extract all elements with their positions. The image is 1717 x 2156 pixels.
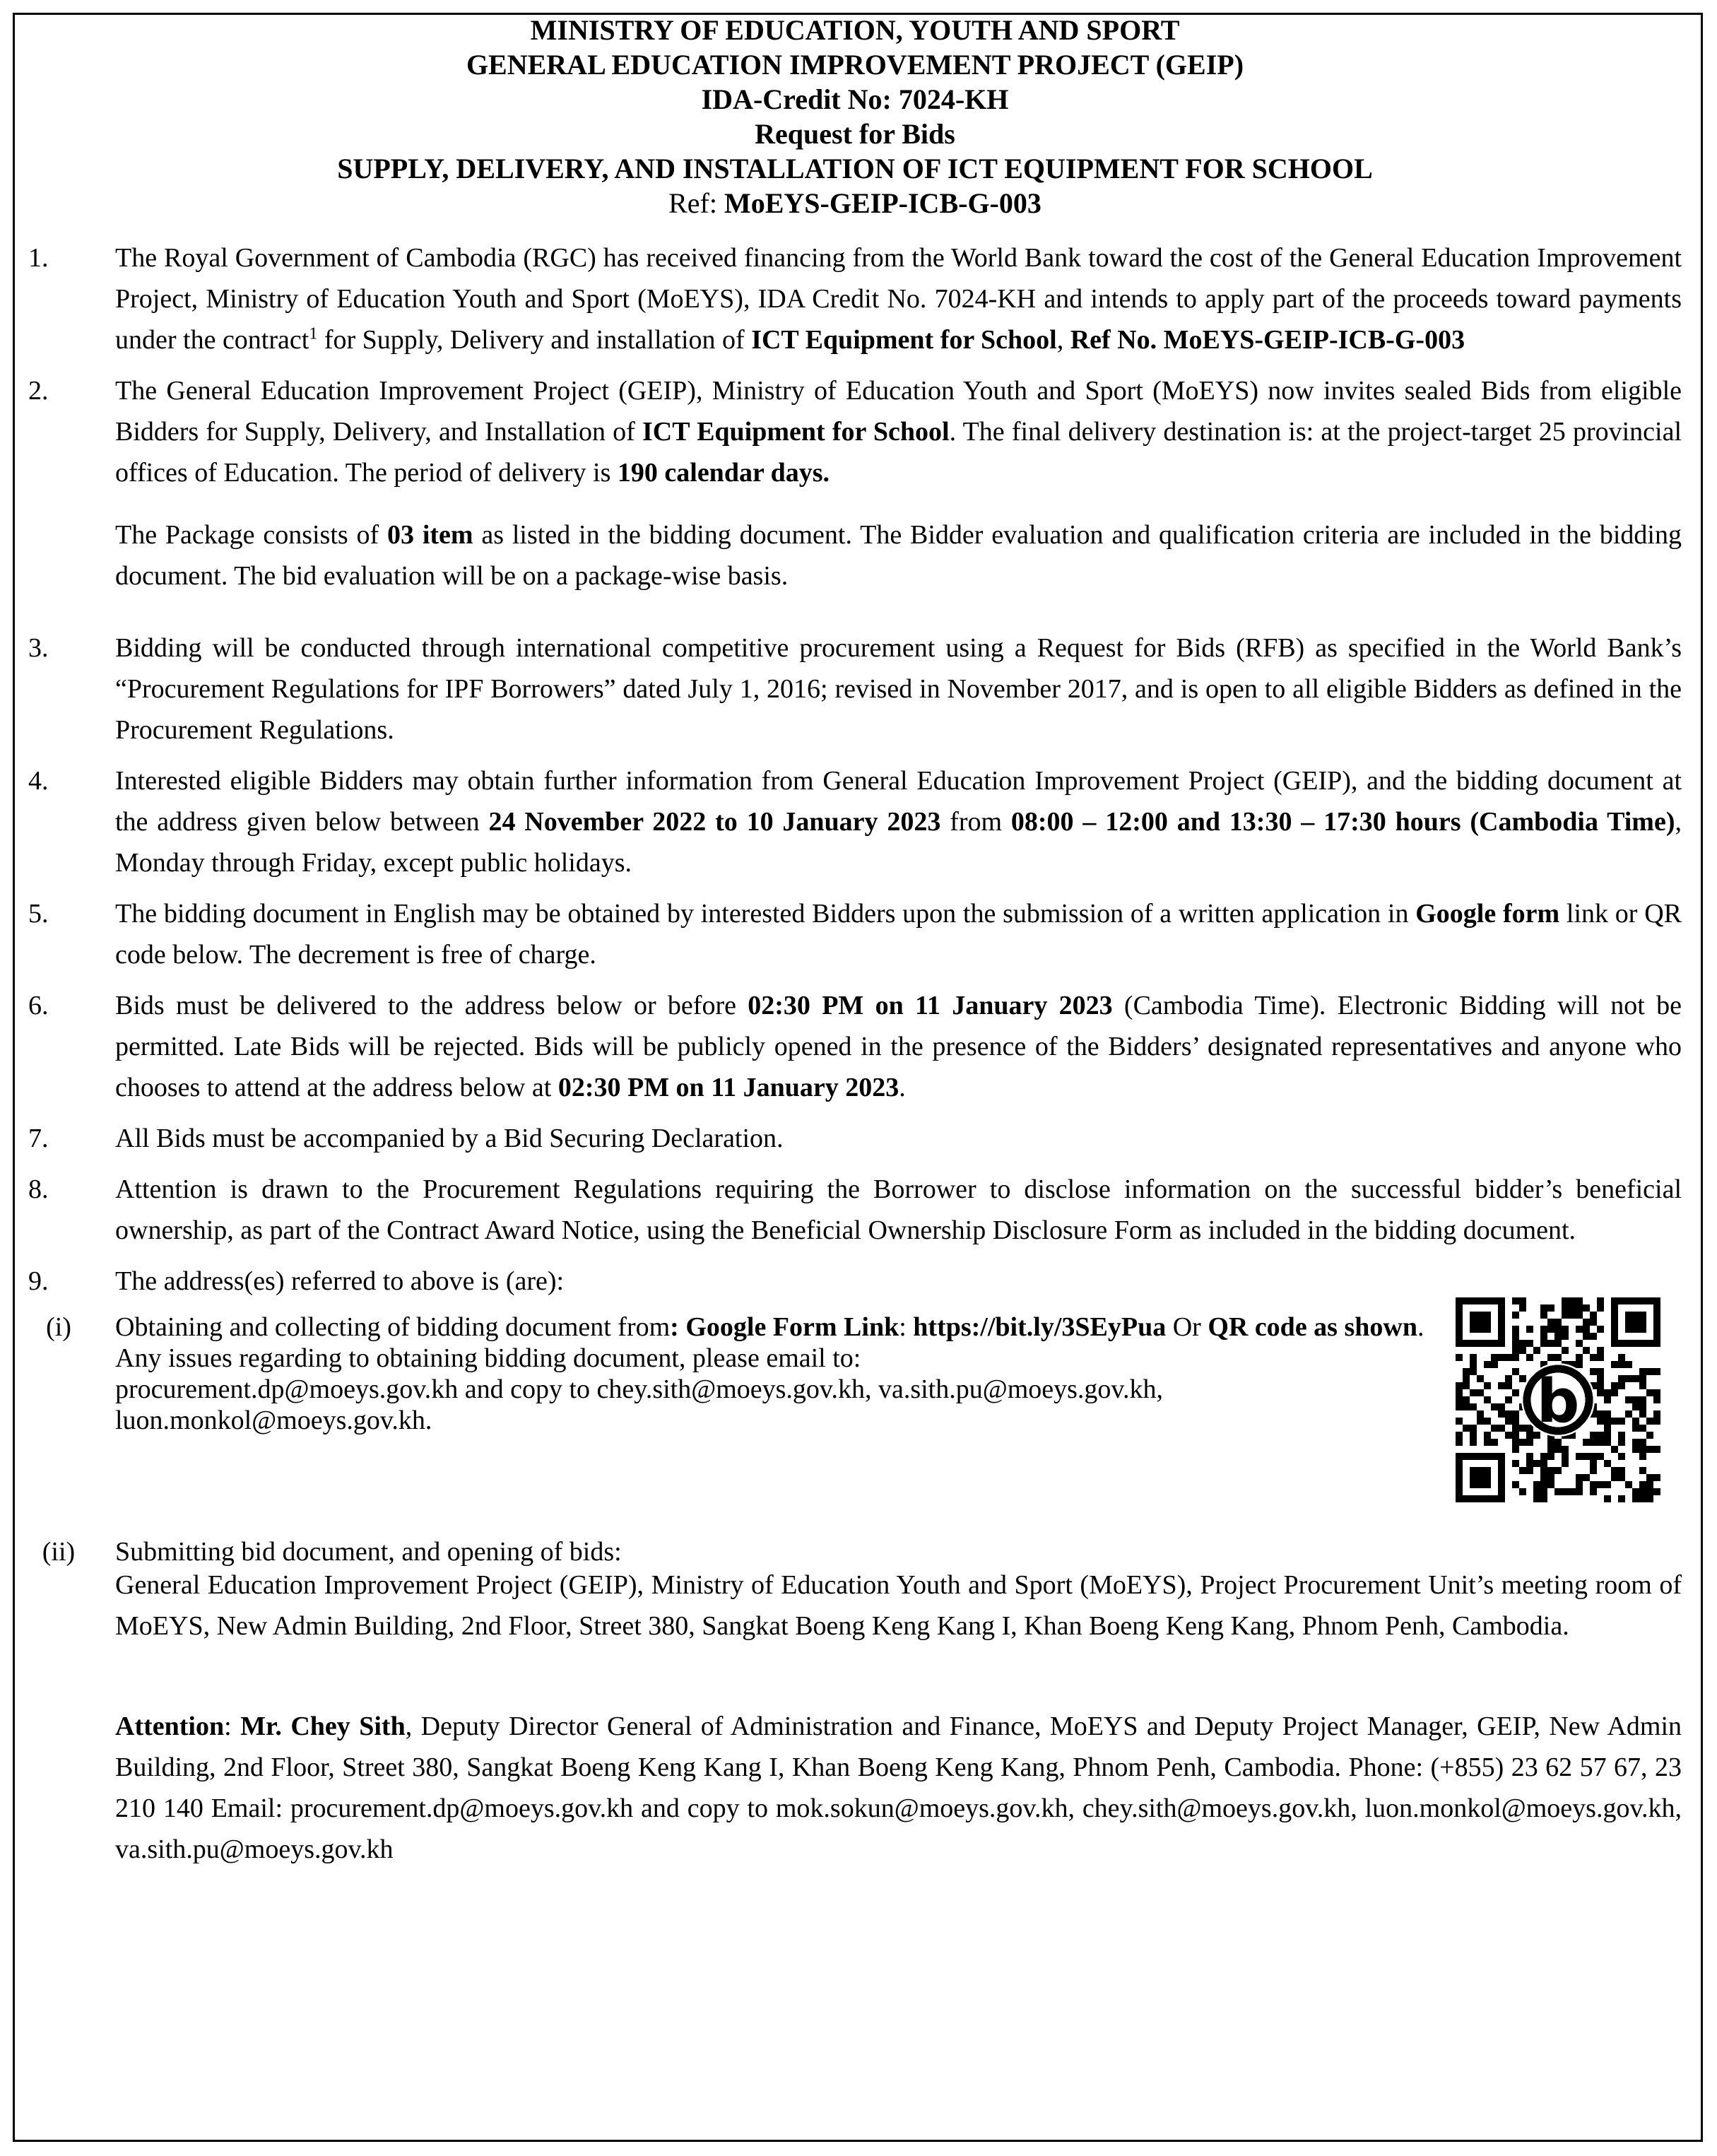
list-item [28,1261,1682,1302]
item-number: (ii) [42,1537,76,1567]
email-addresses: procurement.dp@moeys.gov.kh and copy to chey.sith@moeys.gov.kh, va.sith.pu@moeys.gov.kh, [115,1374,1163,1404]
item-text: The General Education Improvement Project (GEIP), Ministry of Education Youth and Sport (MoEYS) now invites sealed Bids from eligible Bidders for Supply, Delivery, and Installation of ICT Equipment for School. The final delivery destination is: at the project-target 25 provincial offices of Education. The period of delivery is 190 calendar days. The Package consists of 03 item as listed in the bidding document. The Bidder evaluation and qualification criteria are included in the bidding document. The bid evaluation will be on a package-wise basis. [115,376,1682,591]
google-form-link[interactable]: https://bit.ly/3SEyPua [913,1312,1167,1342]
item-text: Attention is drawn to the Procurement Regulations requiring the Borrower to disclose information on the successful bidder’s beneficial ownership, as part of the Contract Award Notice, using the Beneficial Ownership Disclosure Form as included in the bidding document. [115,1174,1682,1245]
reference-line: Ref: MoEYS-GEIP-ICB-G-003 [668,187,1042,219]
item-text: The Royal Government of Cambodia (RGC) has received financing from the World Bank toward the cost of the General Education Improvement Project, Ministry of Education Youth and Sport (MoEYS), IDA Credit No. 7024-KH and intends to apply part of the proceeds toward payments under the contract$^1$ for Supply, Delivery and installation of ICT Equipment for School, Ref No. MoEYS-GEIP-ICB-G-003 [115,243,1682,355]
item-text: The address(es) referred to above is (are): [115,1266,565,1296]
document-header [28,13,1682,220]
item-number: 6. [28,991,49,1020]
item-number: 8. [28,1174,49,1204]
item-number: 9. [28,1266,49,1296]
reference-number: MoEYS-GEIP-ICB-G-003 [724,187,1042,219]
contact-name: Mr. Chey Sith [240,1712,406,1741]
attention-text: Attention: Mr. Chey Sith, Deputy Director General of Administration and Finance, MoEYS and Deputy Project Manager, GEIP, New Admin Building, 2nd Floor, Street 380, Sangkat Boeng Keng Kang I, Khan Boeng Keng Kang, Phnom Penh, Cambodia. Phone: (+855) 23 62 57 67, 23 210 140 Email: procurement.dp@moeys.gov.kh and copy to mok.sokun@moeys.gov.kh, chey.sith@moeys.gov.kh, luon.monkol@moeys.gov.kh, va.sith.pu@moeys.gov.kh [115,1712,1682,1864]
ministry-title: MINISTRY OF EDUCATION, YOUTH AND SPORT [530,14,1180,46]
item-text: Bids must be delivered to the address below or before 02:30 PM on 11 January 2023 (Cambodia Time). Electronic Bidding will not be permitted. Late Bids will be rejected. Bids will be publicly opened in the presence of the Bidders’ designated representatives and anyone who chooses to attend at the address below at 02:30 PM on 11 January 2023. [115,991,1682,1102]
list-item [28,985,1682,1108]
list-item [28,237,1682,360]
item-number: 3. [28,633,49,663]
request-for-bids-title: Request for Bids [755,118,955,150]
list-item [28,760,1682,883]
address-item-i [28,1297,1682,1502]
item-number: 1. [28,243,49,273]
item-number: 7. [28,1124,49,1153]
list-item [28,628,1682,750]
qr-code-icon[interactable] [1456,1297,1660,1502]
item-text: Interested eligible Bidders may obtain further information from General Education Improvement Project (GEIP), and the bidding document at the address given below between 24 November 2022 to 10 January 2023 from 08:00 – 12:00 and 13:30 – 17:30 hours (Cambodia Time), Monday through Friday, except public holidays. [115,766,1682,878]
list-item [28,1169,1682,1251]
document [28,13,1682,1880]
list-item [28,893,1682,975]
list-item [28,370,1682,596]
attention-block [28,1706,1682,1870]
item-number: (i) [46,1312,71,1342]
address-item-ii [28,1536,1682,1647]
item-text: The bidding document in English may be obtained by interested Bidders upon the submission of a written application in Google form link or QR code below. The decrement is free of charge. [115,899,1682,970]
footnote-mark: 1 [309,324,318,343]
qr-center-logo: b [1536,1367,1580,1437]
item-text: Bidding will be conducted through international competitive procurement using a Request for Bids (RFB) as specified in the World Bank’s “Procurement Regulations for IPF Borrowers” dated July 1, 2016; revised in November 2017, and is open to all eligible Bidders as defined in the Procurement Regulations. [115,633,1682,745]
item-number: 2. [28,376,49,406]
address-text: Obtaining and collecting of bidding document from: Google Form Link: https://bit.ly/3SEyPua Or QR code as shown. Any issues regarding to obtaining bidding document, please email to: procurement.dp@moeys.gov.kh and copy to chey.sith@moeys.gov.kh, va.sith.pu@moeys.gov.kh, luon.monkol@moeys.gov.kh. [115,1312,1424,1435]
credit-number: IDA-Credit No: 7024-KH [701,83,1009,115]
project-title: GENERAL EDUCATION IMPROVEMENT PROJECT (GEIP) [466,49,1244,81]
item-number: 4. [28,766,49,796]
item-number: 5. [28,899,49,929]
item-text: All Bids must be accompanied by a Bid Securing Declaration. [115,1124,784,1153]
package-title: SUPPLY, DELIVERY, AND INSTALLATION OF ICT EQUIPMENT FOR SCHOOL [337,153,1373,184]
address-text: Submitting bid document, and opening of bids: General Education Improvement Project (GEIP), Ministry of Education Youth and Sport (MoEYS), Project Procurement Unit’s meeting room of MoEYS, New Admin Building, 2nd Floor, Street 380, Sangkat Boeng Keng Kang I, Khan Boeng Keng Kang, Phnom Penh, Cambodia. [115,1537,1682,1641]
list-item [28,1118,1682,1159]
